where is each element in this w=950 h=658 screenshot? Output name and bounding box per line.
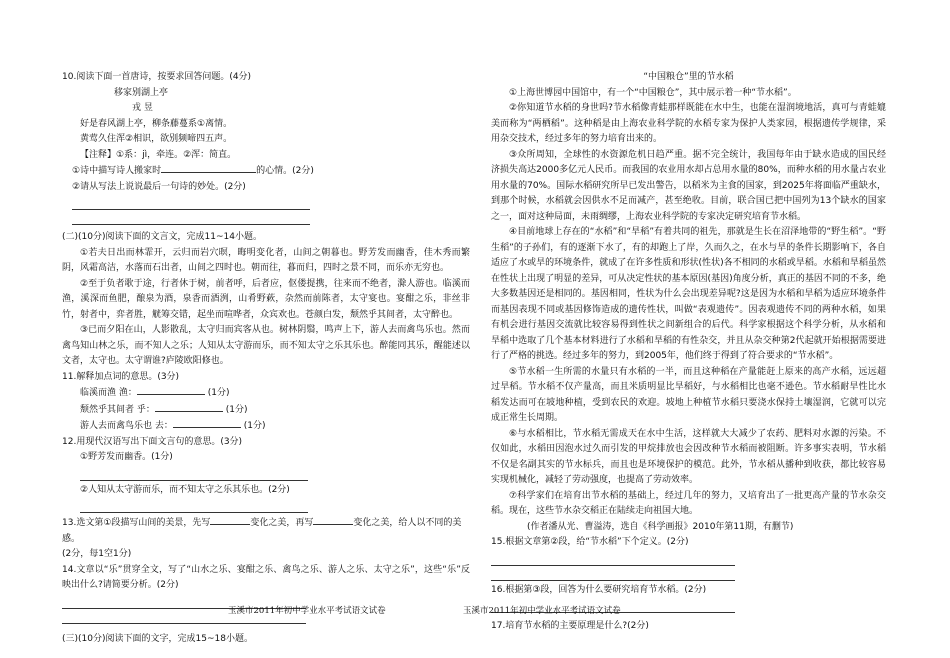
q10-1 [62, 163, 470, 180]
article-source: (作者潘从光、曹溢涛，选自《科学画报》2010年第11期，有删节) [527, 521, 794, 532]
poem-line-1: 好是春风湖上亭，柳条藤蔓系①离情。 [80, 118, 233, 129]
article-paragraph-3: ③众所周知，全球性的水资源危机日趋严重。据不完全统计，我国每年由于缺水造成的国民经济损失高达2000多亿元人民币。而我国的农业用水却占总用水量的80%，而种水稻的用水量占农业用水量的70%。国际水稻研究所早已发出警告，以稻米为主食的国家，到2025年将面临严重缺水，到那个时候，水稻就会因供水不足而减产，甚至绝收。目前，联合国已把中国列为13个缺水的国家之一，面对这种局面，未雨绸缪，上海农业科学院的专家决定研究培育节水稻。 [491, 149, 886, 222]
q11-b-blank[interactable] [155, 402, 223, 412]
q13-blank-2[interactable] [313, 515, 353, 525]
q14: 14.文章以“乐”贯穿全文，写了“山水之乐、宴酣之乐、禽鸟之乐、游人之乐、太守之乐”，这些“乐”反映出什么?请简要分析。(2分) [62, 564, 470, 590]
q10-2: ②请从写法上说说最后一句诗的妙处。(2分) [72, 181, 246, 192]
q13-part-a: 13.选文第①段描写山间的美景，先写 [62, 518, 211, 528]
section-3-heading: (三)(10分)阅读下面的文字，完成15~18小题。 [62, 633, 253, 644]
q11-item-a [62, 385, 470, 402]
q10-1-prefix: ①诗中描写诗人搬家时 [72, 166, 162, 176]
q13-part-b: 变化之美，再写 [250, 518, 314, 528]
article-paragraph-5: ⑤节水稻一生所需的水量只有水稻的一半，而且这种稻在产量能赶上原来的高产水稻，远远超过旱稻。节水稻不仅产量高，而且米质明显比旱稻好，与水稻相比也毫不逊色。节水稻耐旱性比水稻发达而可在坡地种植，受到农民的欢迎。坡地上种植节水稻只要浇水保持土壤湿润，它就可以完成正常生长周期。 [491, 366, 886, 423]
q10-1-blank[interactable] [161, 163, 256, 173]
poem-author: 戎 昱 [132, 103, 153, 113]
left-footer: 玉溪市2011年初中学业水平考试语文试卷 [228, 606, 386, 616]
article-paragraph-2: ②你知道节水稻的身世吗?节水稻像青蛙那样既能在水中生，也能在湿润境地活，真可与青蛙媲美而称为“两栖稻”。这种稻是由上海农业科学院的水稻专家为保护人类家园，根据遗传学规律，采用杂交技术，经过多年的努力培育出来的。 [491, 103, 886, 144]
q11-item-c [62, 418, 470, 435]
answer-line[interactable] [491, 554, 735, 566]
q11-item-a-text: 临溪而渔 渔： [80, 388, 137, 398]
article-title: “中国粮仓”里的节水稻 [643, 72, 734, 82]
q11-item-b-score: (1分) [225, 404, 248, 415]
q11-item-c-score: (1分) [243, 421, 266, 431]
answer-line[interactable] [72, 198, 310, 210]
q11-item-b-text: 颓然乎其间者 乎： [80, 404, 155, 415]
section-2-heading: (二)(10分)阅读下面的文言文，完成11~14小题。 [62, 232, 262, 242]
article-paragraph-7: ⑦科学家们在培育出节水稻的基础上，经过几年的努力，又培育出了一批更高产量的节水杂交稻。现在，这些节水杂交稻正在陆续走向祖国大地。 [491, 490, 886, 516]
q10-stem: 10.阅读下面一首唐诗，按要求回答问题。(4分) [62, 72, 252, 82]
article-paragraph-6: ⑥与水稻相比，节水稻无需成天在水中生活，这样就大大减少了农药、肥料对水源的污染。不仅如此，水稻田因泡水过久而引发的甲烷排放也会因改种节水稻而被阻断。许多事实表明，节水稻不仅是名副其实的节水标兵，而且也是环境保护的模范。此外，节水稻从播种到收获，都比较容易实现机械化，减轻了劳动强度，也提高了劳动效率。 [491, 428, 886, 485]
q12-1: ①野芳发而幽香。(1分) [80, 452, 173, 462]
classical-paragraph-3: ③已而夕阳在山，人影散乱，太守归而宾客从也。树林阴翳，鸣声上下，游人去而禽鸟乐也。然而禽鸟知山林之乐，而不知人之乐；人知从太守游而乐，而不知太守之乐其乐也。醉能同其乐，醒能述以文者，太守也。太守谓谁?庐陵欧阳修也。 [62, 325, 470, 366]
answer-line[interactable] [80, 469, 308, 481]
q11-stem: 11.解释加点词的意思。(3分) [62, 371, 180, 382]
q12-stem: 12.用现代汉语写出下面文言句的意思。(3分) [62, 436, 243, 447]
answer-line[interactable] [80, 501, 308, 513]
q15: 15.根据文章第②段，给“节水稻”下个定义。(2分) [491, 537, 689, 547]
article-paragraph-4: ④目前地球上存在的“水稻”和“旱稻”有着共同的祖先，那就是生长在沼泽地带的“野生稻”。“野生稻”的子孙们，有的逐渐下水了，有的却跑上了岸，久而久之，在水与旱的条件长期影响下，各自适应了水或旱的环境条件，就成了在许多性质和形状(性状)各不相同的水稻或旱稻。水稻和旱稻虽然在性状上出现了明显的差异，可从决定性状的基本原因(基因)角度分析，真正的基因不同的不多，绝大多数基因还是相同的。基因相同，性状为什么会出现差异呢?这是因为水稻和旱稻为适应环境条件而基因表现不同或基因修饰造成的遗传性状，叫做“表观遗传”。因表观遗传不同的两种水稻，如果有机会进行基因交流就比较容易得到性状之间新组合的后代。科学家根据这个科学分析，从水稻和旱稻中选取了几个基本材料进行了水稻和旱稻的有性杂交，并且从杂交种第2代起就开始根据需要进行了严格的挑选。经过多年的努力，到2005年，他们终于得到了符合要求的“节水稻”。 [491, 227, 886, 361]
answer-line[interactable] [491, 569, 735, 581]
q11-item-b [62, 402, 470, 419]
q13-blank-1[interactable] [210, 515, 250, 525]
classical-paragraph-1: ①若夫日出而林霏开，云归而岩穴暝，晦明变化者，山间之朝暮也。野芳发而幽香，佳木秀而繁阴，风霜高洁，水落而石出者，山间之四时也。朝而往，暮而归，四时之景不同，而乐亦无穷也。 [62, 247, 470, 273]
q11-item-c-text: 游人去而禽鸟乐也 去： [80, 421, 173, 431]
article-paragraph-1: ①上海世博园中国馆中，有一个“中国粮仓”，其中展示着一种“节水稻”。 [509, 87, 797, 98]
right-column [491, 70, 886, 635]
q11-c-blank[interactable] [173, 418, 241, 428]
poem-line-2: 黄莺久住浑②相识，欲别频啼四五声。 [80, 134, 233, 144]
left-column [62, 70, 470, 647]
q13-part-c: 变化之美，给人以不同的美感。 [62, 518, 462, 544]
q13 [62, 515, 470, 547]
q17: 17.培育节水稻的主要原理是什么?(2分) [491, 621, 649, 631]
classical-paragraph-2: ②至于负者歌于途，行者休于树，前者呼，后者应，伛偻提携，往来而不绝者，滁人游也。临溪而渔，溪深而鱼肥，酿泉为酒，泉香而酒洌，山肴野蔌，杂然而前陈者，太守宴也。宴酣之乐，非丝非竹，射者中，弈者胜，觥筹交错，起坐而喧哗者，众宾欢也。苍颜白发，颓然乎其间者，太守醉也。 [62, 278, 470, 320]
q11-a-blank[interactable] [137, 385, 205, 395]
answer-line[interactable] [72, 213, 310, 225]
q11-item-a-score: (1分) [207, 388, 230, 398]
q12-2: ②人知从太守游而乐，而不知太守之乐其乐也。(2分) [80, 484, 290, 495]
poem-title: 移家别湖上亭 [114, 87, 169, 98]
q16: 16.根据第③段，回答为什么要研究培育节水稻。(2分) [491, 584, 707, 595]
q10-1-suffix: 的心情。(2分) [256, 166, 314, 176]
poem-note: 【注释】①系：jì，牵连。②浑：简直。 [80, 149, 237, 160]
right-footer: 玉溪市2011年初中学业水平考试语文试卷 [463, 606, 621, 616]
q13-score: (2分，每1空1分) [62, 549, 132, 559]
